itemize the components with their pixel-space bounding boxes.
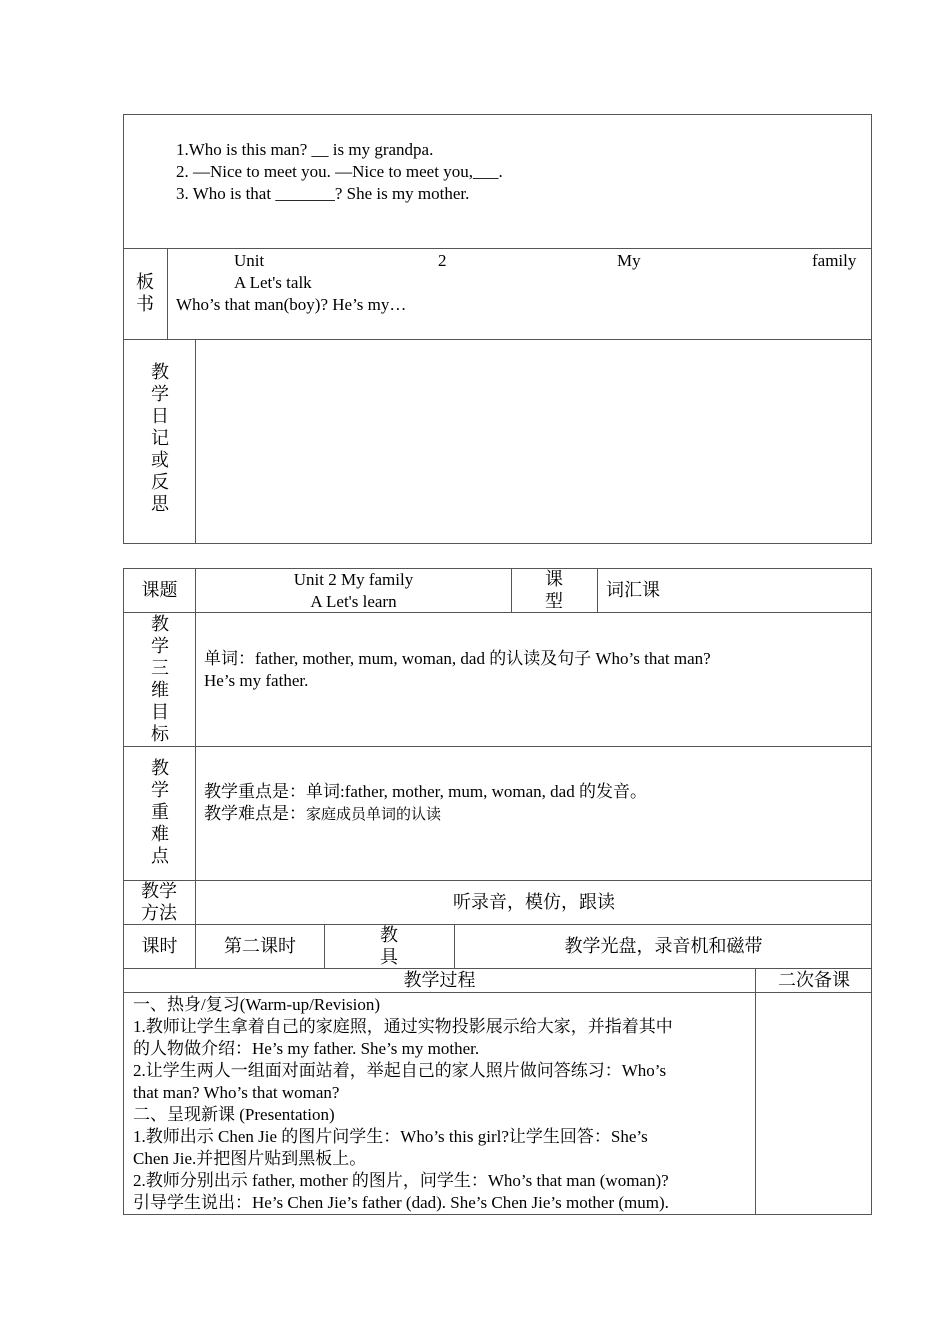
goals-line: [204, 648, 711, 670]
goals-line: He’s my father.: [204, 671, 309, 690]
table-1-col-divider: [167, 248, 168, 340]
process-content: [133, 994, 753, 1214]
topic-label: 课题: [141, 579, 178, 601]
key-points-label: 教 学 重 难 点: [151, 758, 169, 867]
process-line: 1.教师让学生拿着自己的家庭照，通过实物投影展示给大家，并指着其中: [133, 1017, 673, 1036]
goals-label: 教 学 三 维 目 标: [151, 614, 169, 745]
blackboard-unit-number: 2: [438, 251, 447, 270]
method-label: 教学方法: [141, 880, 177, 924]
process-line: 的人物做介绍：He’s my father. She’s my mother.: [133, 1039, 480, 1058]
blackboard-family: family: [812, 251, 857, 270]
blackboard-sentence: Who’s that man(boy)? He’s my…: [176, 295, 407, 314]
process-line: Chen Jie.并把图片贴到黑板上。: [133, 1149, 367, 1168]
type-value: 词汇课: [606, 580, 660, 601]
process-line: that man? Who’s that woman?: [133, 1083, 340, 1102]
key-point-line: 教学重点是：单词:father, mother, mum, woman, dad 的发音。: [204, 782, 647, 801]
table-1-col-divider: [195, 339, 196, 544]
period-value: 第二课时: [224, 935, 296, 957]
goals-text: 单词：father, mother, mum, woman, dad 的认读及句子 Who’s that man?: [204, 649, 711, 668]
exercise-item: 2. —Nice to meet you. —Nice to meet you,___.: [176, 162, 503, 181]
topic-value: [196, 569, 511, 612]
table-1-row-divider: [123, 339, 872, 340]
blackboard-unit: Unit: [234, 251, 265, 270]
exercise-item: 3. Who is that _______? She is my mother.: [176, 184, 470, 203]
table-2-row-divider: [123, 612, 872, 613]
process-line: 2.教师分别出示 father, mother 的图片，问学生：Who’s that man (woman)?: [133, 1171, 669, 1190]
table-2-row-divider: [123, 746, 872, 747]
topic-line: Unit 2 My family: [293, 569, 414, 589]
table-2-col-divider: [755, 968, 756, 1215]
process-line: 一、热身/复习(Warm-up/Revision): [133, 995, 380, 1014]
difficulty-prefix: 教学难点是：: [204, 804, 306, 823]
process-line: 引导学生说出：He’s Chen Jie’s father (dad). She’s Chen Jie’s mother (mum).: [133, 1193, 669, 1212]
process-header: 教学过程: [403, 969, 476, 991]
difficulty-text: 家庭成员单词的认读: [306, 805, 442, 823]
process-line: 二、呈现新课 (Presentation): [133, 1105, 335, 1124]
reflection-label: 教 学 日 记 或 反 思: [151, 362, 169, 515]
exercise-item: 1.Who is this man? __ is my grandpa.: [176, 140, 434, 159]
difficulty-line: [204, 803, 441, 825]
table-2-col-divider: [511, 568, 512, 613]
tools-value: 教学光盘，录音机和磁带: [564, 935, 763, 957]
table-2-col-divider: [597, 568, 598, 613]
method-value: 听录音，模仿，跟读: [453, 891, 615, 913]
table-2-col-divider: [324, 924, 325, 969]
process-line: 1.教师出示 Chen Jie 的图片问学生：Who’s this girl?让学生回答：She’s: [133, 1127, 648, 1146]
second-prep-header: 二次备课: [778, 969, 850, 991]
table-1-row-divider: [123, 248, 872, 249]
table-2-row-divider: [123, 992, 872, 993]
type-label: 课 型: [545, 569, 563, 612]
period-label: 课时: [141, 935, 178, 957]
tools-label: 教 具: [380, 925, 398, 968]
process-line: 2.让学生两人一组面对面站着，举起自己的家人照片做问答练习：Who’s: [133, 1061, 667, 1080]
blackboard-my: My: [617, 251, 641, 270]
blackboard-label: 板 书: [136, 272, 154, 315]
topic-line: A Let's learn: [310, 591, 397, 611]
blackboard-lesson: A Let's talk: [234, 273, 312, 292]
